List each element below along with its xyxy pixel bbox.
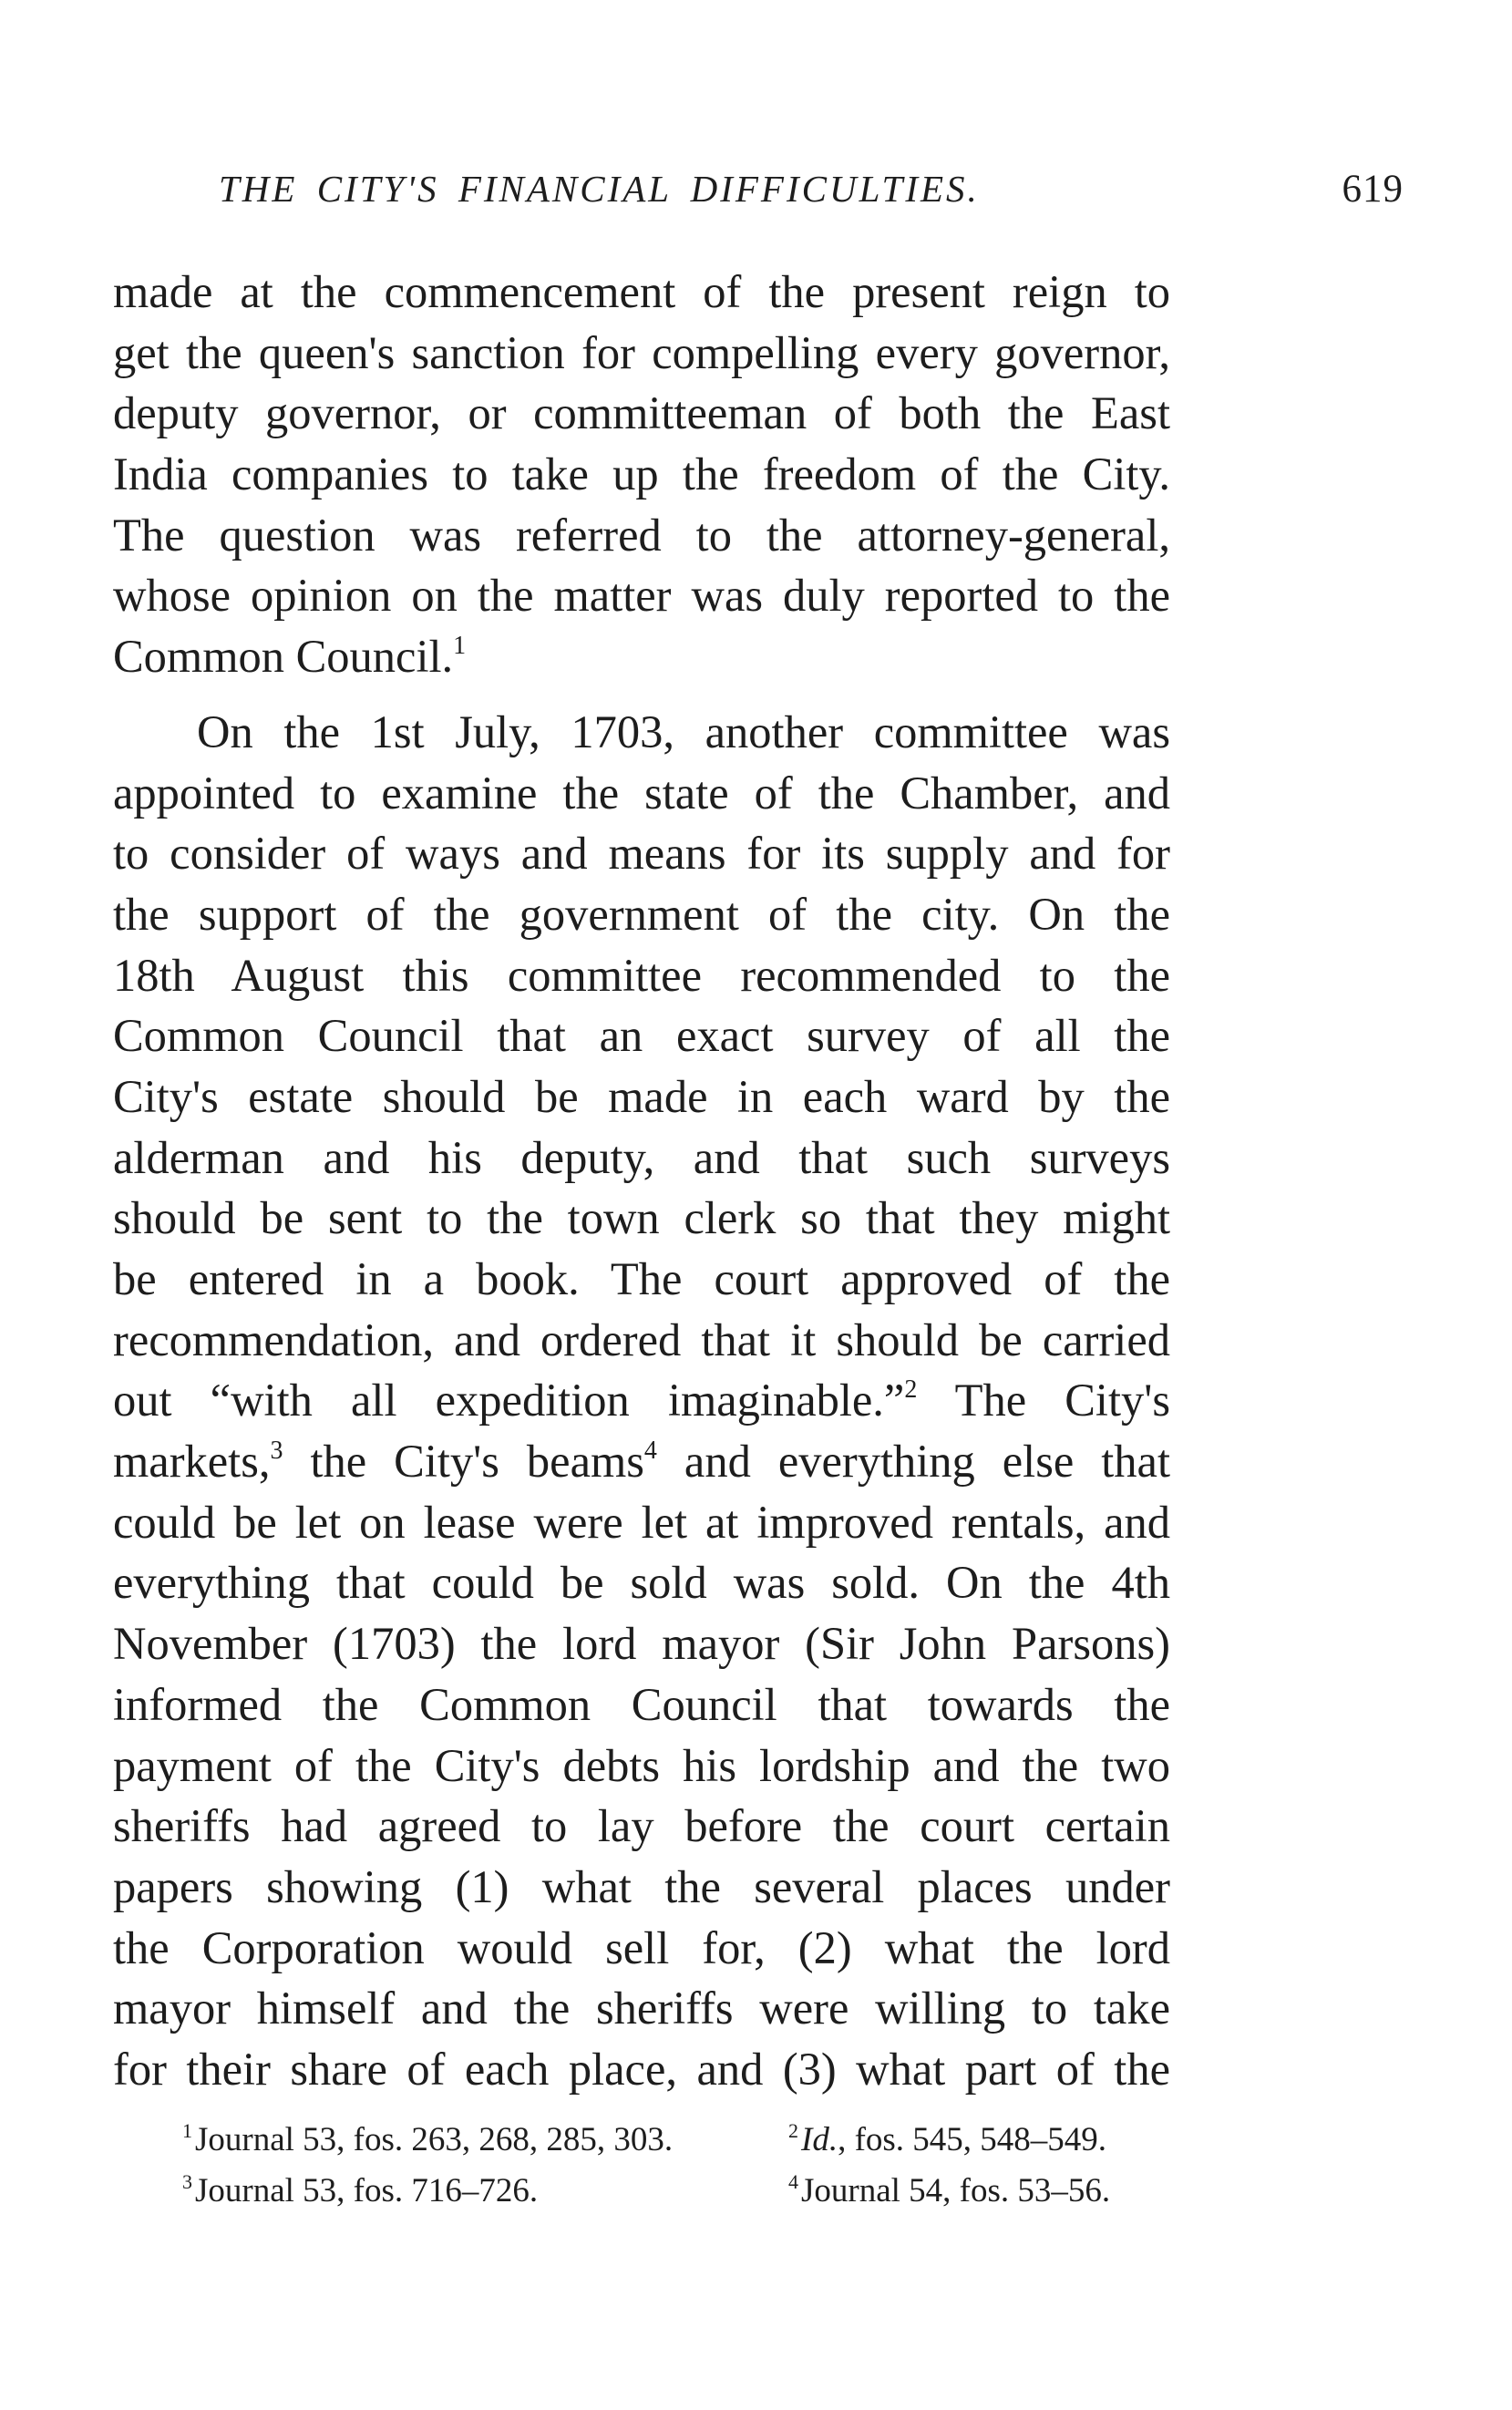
line-text: Common Council.: [113, 631, 454, 683]
footnote-ref-4: 4: [643, 1437, 657, 1466]
text-line: The question was referred to the attorney-general,: [113, 509, 1170, 561]
text-line: payment of the City's debts his lordship and the two: [113, 1739, 1170, 1791]
footnote-3: [182, 2166, 538, 2217]
text-line: sheriffs had agreed to lay before the court certain: [113, 1800, 1170, 1852]
page-number: 619: [1342, 168, 1404, 211]
line-text: markets,: [113, 1436, 271, 1488]
text-line: informed the Common Council that towards the: [113, 1678, 1170, 1730]
running-head: [219, 167, 1404, 231]
footnote-row: [182, 2115, 1203, 2166]
text-line: whose opinion on the matter was duly reported to the: [113, 570, 1170, 622]
footnote-text: , fos. 545, 548–549.: [838, 2121, 1107, 2158]
footnote-row: [182, 2166, 1203, 2217]
footnotes: [182, 2115, 1203, 2217]
text-line: deputy governor, or committeeman of both the East: [113, 387, 1170, 439]
text-line: appointed to examine the state of the Chamber, and: [113, 767, 1170, 819]
footnote-marker: 3: [182, 2170, 192, 2193]
text-line: be entered in a book. The court approved of the: [113, 1253, 1170, 1304]
footnote-marker: 1: [182, 2119, 192, 2142]
footnote-1: [182, 2115, 673, 2166]
text-line: the support of the government of the city. On the: [113, 888, 1170, 940]
text-line: [113, 626, 1170, 687]
line-text: out “with all expedition imaginable.”: [113, 1375, 905, 1426]
footnote-ref-2: 2: [904, 1375, 918, 1405]
text-line: the Corporation would sell for, (2) what the lord: [113, 1921, 1170, 1973]
footnote-text: Journal 53, fos. 716–726.: [195, 2172, 539, 2209]
footnote-marker: 2: [788, 2119, 798, 2142]
text-line: [113, 1431, 1170, 1492]
text-line: everything that could be sold was sold. On the 4th: [113, 1557, 1170, 1609]
text-line: City's estate should be made in each ward by the: [113, 1070, 1170, 1122]
footnote-ref-3: 3: [270, 1437, 283, 1466]
footnote-text: Journal 54, fos. 53–56.: [801, 2172, 1111, 2209]
text-line: get the queen's sanction for compelling every governor,: [113, 326, 1170, 378]
text-line: [113, 1370, 1170, 1431]
line-text: the City's beams: [283, 1436, 644, 1488]
line-text: and everything else that: [656, 1436, 1171, 1488]
footnote-text: Journal 53, fos. 263, 268, 285, 303.: [195, 2121, 674, 2158]
text-line: On the 1st July, 1703, another committee was: [197, 705, 1170, 757]
footnote-marker: 4: [788, 2170, 798, 2193]
text-line: 18th August this committee recommended to the: [113, 949, 1170, 1001]
text-line: should be sent to the town clerk so that they might: [113, 1192, 1170, 1244]
footnote-2: [788, 2115, 1106, 2166]
text-line: recommendation, and ordered that it should be carried: [113, 1313, 1170, 1365]
body-text: [113, 262, 1170, 2100]
text-line: made at the commencement of the present reign to: [113, 266, 1170, 317]
text-line: could be let on lease were let at improved rentals, and: [113, 1496, 1170, 1548]
footnote-ibid: Id.: [801, 2121, 838, 2158]
text-line: November (1703) the lord mayor (Sir John Parsons): [113, 1618, 1170, 1670]
paragraph-gap: [113, 687, 1170, 702]
text-line: for their share of each place, and (3) what part of the: [113, 2043, 1170, 2095]
running-title: THE CITY'S FINANCIAL DIFFICULTIES.: [219, 168, 980, 210]
text-line: to consider of ways and means for its supply and for: [113, 828, 1170, 880]
line-text: The City's: [917, 1375, 1170, 1426]
text-line: papers showing (1) what the several places under: [113, 1860, 1170, 1912]
text-line: Common Council that an exact survey of all the: [113, 1010, 1170, 1062]
footnote-4: [788, 2166, 1110, 2217]
text-line: alderman and his deputy, and that such surveys: [113, 1131, 1170, 1183]
text-line: India companies to take up the freedom of the City.: [113, 448, 1170, 500]
footnote-ref-1: 1: [453, 632, 467, 661]
text-line: mayor himself and the sheriffs were willing to take: [113, 1983, 1170, 2034]
